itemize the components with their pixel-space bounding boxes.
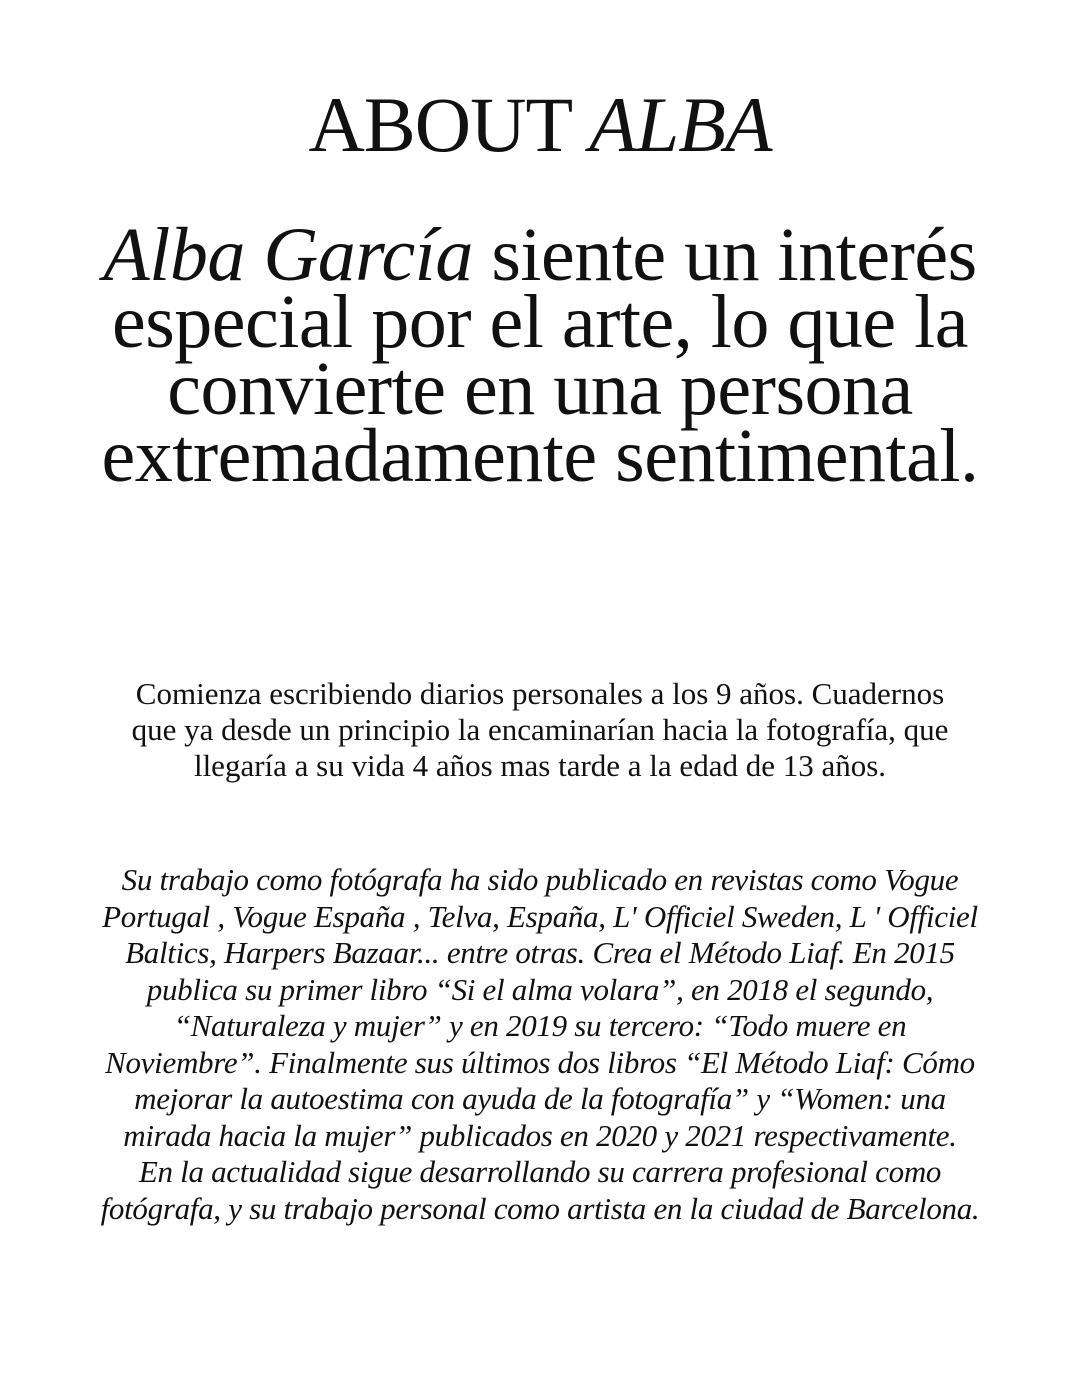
lead-text: siente un interés especial por el arte, lo que la convierte en una persona extremadamente sentimental. [101,213,979,498]
bio-career-publications: Su trabajo como fotógrafa ha sido publicado en revistas como Vogue Portugal , Vogue España , Telva, España, L' Officiel Sweden, L ' Officiel Baltics, Harpers Bazaar... entre otras. Crea el Método Liaf. En 2015 publica su primer libro “Si el alma volara”, en 2018 el segundo, “Naturaleza y mujer” y en 2019 su tercero: “Todo muere en Noviembre”. Finalmente sus últimos dos libros “El Método Liaf: Cómo mejorar la autoestima con ayuda de la fotografía” y “Women: una mirada hacia la mujer” publicados en 2020 y 2021 respectivamente. [102,862,978,1153]
bio-paragraph-intro: Comienza escribiendo diarios personales a los 9 años. Cuadernos que ya desde un principio la encaminarían hacia la fotografía, que llegaría a su vida 4 años mas tarde a la edad de 13 años. [131,676,949,783]
lead-name: Alba García [103,213,473,297]
page-title [0,80,1080,170]
bio-paragraph-career [100,862,980,1227]
lead-statement [90,213,990,498]
title-plain: ABOUT [308,81,590,168]
bio-career-current: En la actualidad sigue desarrollando su carrera profesional como fotógrafa, y su trabajo personal como artista en la ciudad de Barcelona. [100,1154,980,1226]
title-italic: ALBA [589,81,772,168]
